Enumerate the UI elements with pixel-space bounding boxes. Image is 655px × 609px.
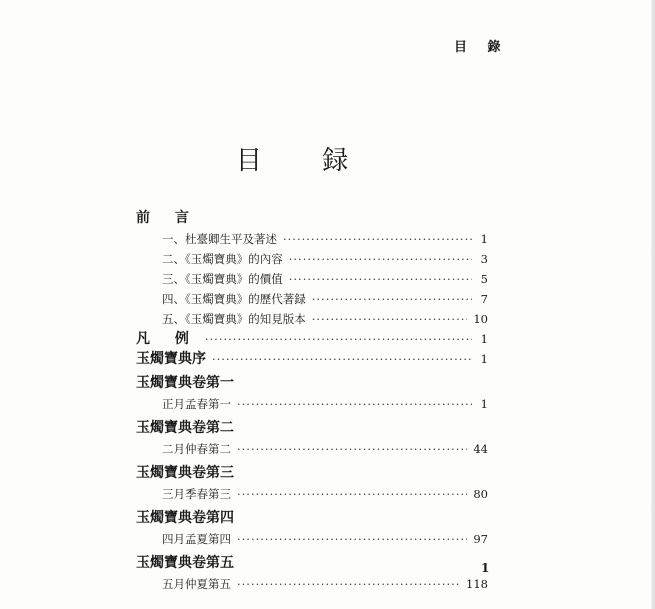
toc-entry-page: 97 [473,532,488,546]
toc-entry-label: 玉燭寶典序 [136,351,206,367]
dot-leader [237,439,467,459]
toc-entry [136,309,488,329]
toc-entry [136,439,488,459]
toc-entry-page: 5 [480,272,488,286]
toc-entry [136,249,488,269]
toc-heading: 前 言 [136,210,199,226]
toc-entry-label: 三、《玉燭寶典》的價值 [162,272,283,286]
dot-leader [312,289,472,309]
toc-entry-page: 44 [473,442,488,456]
toc-entry-page: 80 [473,487,488,501]
table-of-contents [136,204,488,594]
toc-entry-label: 凡 例 [136,331,199,347]
running-head: 目 錄 [454,40,509,55]
toc-heading: 玉燭寶典卷第五 [136,555,234,571]
toc-entry-label: 五、《玉燭寶典》的知見版本 [162,312,306,326]
toc-entry [136,529,488,549]
dot-leader [212,349,472,369]
toc-entry [136,269,488,289]
toc-entry-label: 二月仲春第二 [162,442,231,456]
toc-heading: 玉燭寶典卷第四 [136,510,234,526]
toc-entry [136,229,488,249]
toc-entry [136,574,488,594]
toc-entry-label: 正月孟春第一 [162,397,231,411]
toc-entry-page: 10 [473,312,488,326]
scan-edge-shadow [651,0,655,609]
page-number: 1 [481,561,490,575]
dot-leader [283,229,472,249]
toc-entry [136,484,488,504]
dot-leader [205,329,472,349]
toc-main-entry [136,329,488,349]
toc-entry-label: 三月季春第三 [162,487,231,501]
toc-entry-label: 四月孟夏第四 [162,532,231,546]
toc-heading: 玉燭寶典卷第二 [136,420,234,436]
toc-entry-label: 五月仲夏第五 [162,577,231,591]
toc-entry [136,289,488,309]
toc-entry [136,394,488,414]
toc-entry-page: 3 [480,252,488,266]
dot-leader [237,574,460,594]
dot-leader [237,484,467,504]
toc-entry-page: 7 [480,292,488,306]
toc-entry-label: 一、杜臺卿生平及著述 [162,232,277,246]
toc-entry-label: 四、《玉燭寶典》的歷代著録 [162,292,306,306]
toc-entry-page: 1 [480,352,488,366]
dot-leader [312,309,468,329]
dot-leader [289,269,472,289]
dot-leader [289,249,472,269]
toc-entry-page: 118 [466,577,488,591]
page-title: 目 録 [235,146,375,176]
toc-entry-page: 1 [480,332,488,346]
toc-entry-page: 1 [480,397,488,411]
toc-entry-page: 1 [480,232,488,246]
dot-leader [237,529,467,549]
toc-entry-label: 二、《玉燭寶典》的內容 [162,252,283,266]
dot-leader [237,394,472,414]
toc-main-entry [136,349,488,369]
toc-heading: 玉燭寶典卷第一 [136,375,234,391]
toc-heading: 玉燭寶典卷第三 [136,465,234,481]
